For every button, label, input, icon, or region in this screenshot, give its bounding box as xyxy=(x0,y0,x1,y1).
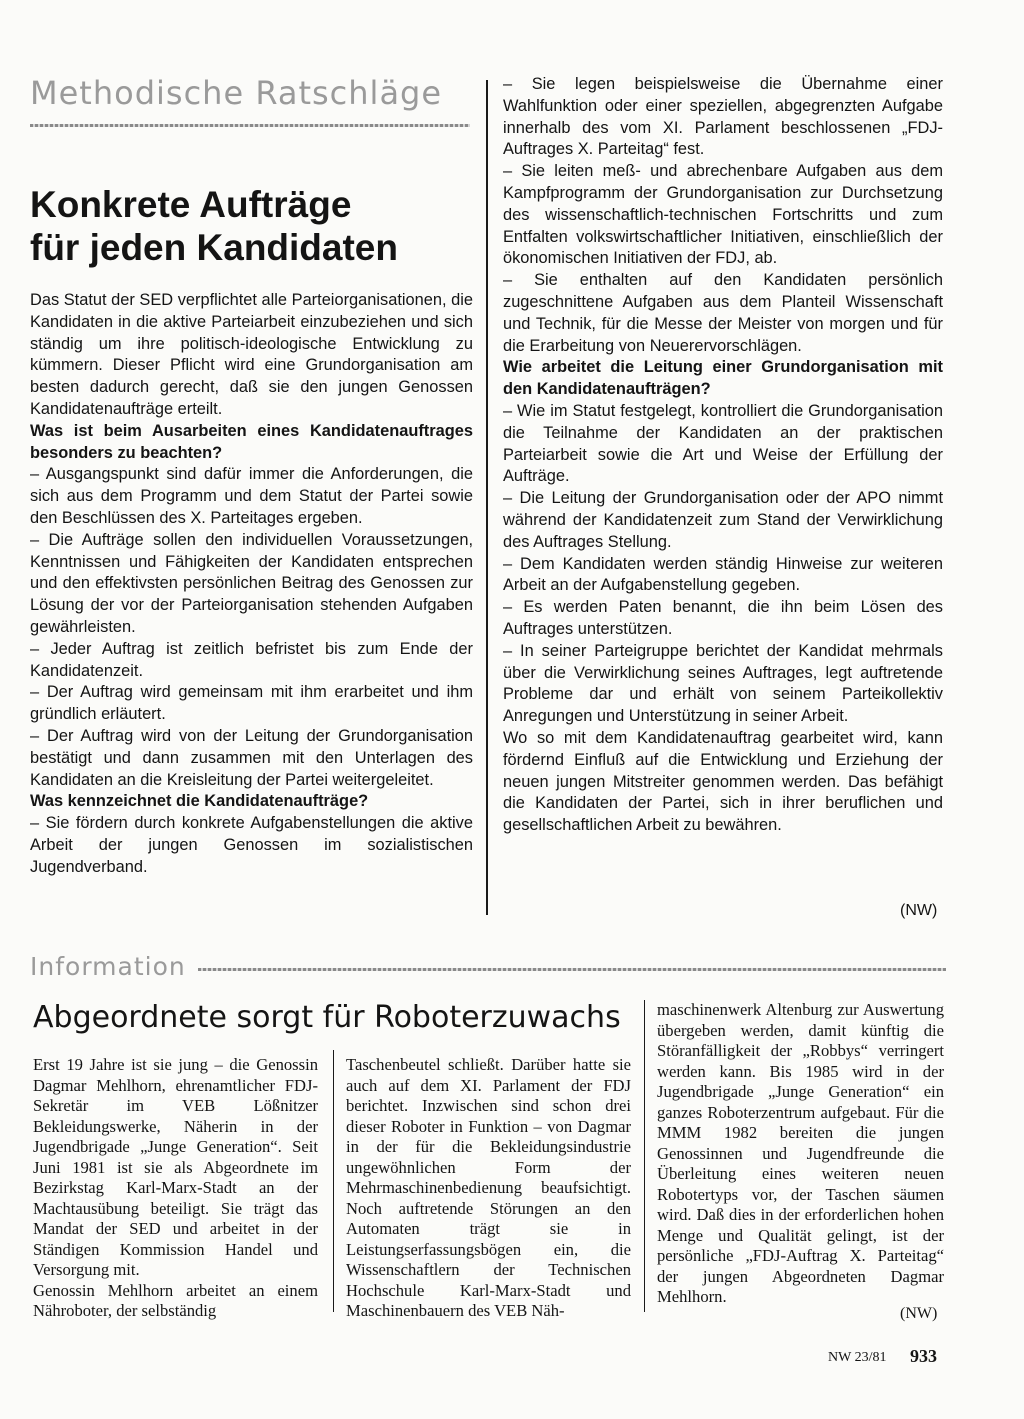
question-heading: Was kennzeichnet die Kandidatenaufträge? xyxy=(30,792,369,811)
paragraph: Wo so mit dem Kandidatenauftrag gearbeitet wird, kann fördernd Einfluß auf die Entwicklung und Erziehung der neuen jungen Mitstreiter genommen werden. Das befähigt die Kandidaten der Partei, sich in ihrer beruflichen und gesellschaftlichen Arbeit zu bewähren. xyxy=(503,728,943,835)
paragraph: – Sie enthalten auf den Kandidaten persönlich zugeschnittene Aufgaben aus dem Planteil Wissenschaft und Technik, für die Messe der Meister von morgen und für die Erarbeitung von Neuerervorschlägen. xyxy=(503,271,943,355)
paragraph: Genossin Mehlhorn arbeitet an einem Nähroboter, der selbständig xyxy=(33,1280,318,1320)
paragraph: – Sie fördern durch konkrete Aufgabenstellungen die aktive Arbeit der jungen Genossen im sozialistischen Jugendverband. xyxy=(30,814,473,876)
paragraph: – Der Auftrag wird gemeinsam mit ihm erarbeitet und ihm gründlich erläutert. xyxy=(30,683,473,724)
paragraph: – Ausgangspunkt sind dafür immer die Anforderungen, die sich aus dem Programm und dem Statut der Partei sowie den Beschlüssen des X. Parteitages ergeben. xyxy=(30,465,473,527)
paragraph: – Sie leiten meß- und abrechenbare Aufgaben aus dem Kampfprogramm der Grundorganisation zur Durchsetzung des wissenschaftlich-technischen Fortschritts und zum Entfalten volkswirtschaftlicher Initiativen, einschließlich der ökonomischen Initiativen der FDJ, ab. xyxy=(503,162,943,268)
paragraph: – Die Leitung der Grundorganisation oder der APO nimmt während der Kandidatenzeit zum Stand der Verwirklichung des Auftrages Stellung. xyxy=(503,489,943,551)
page-number: 933 xyxy=(910,1346,937,1366)
paragraph: – Wie im Statut festgelegt, kontrolliert die Grundorganisation die Teilnahme der Kandidaten an der praktischen Parteiarbeit sowie die Art und Weise der Erfüllung der Aufträge. xyxy=(503,401,943,486)
question-heading: Wie arbeitet die Leitung einer Grundorganisation mit den Kandidatenaufträgen? xyxy=(503,358,943,399)
info-column-1 xyxy=(33,1055,318,1322)
paragraph: – Dem Kandidaten werden ständig Hinweise zur weiteren Arbeit an der Aufgabenstellung gegeben. xyxy=(503,554,943,595)
paragraph: Taschenbeutel schließt. Darüber hatte sie auch auf dem XI. Parlament der FDJ berichtet. Inzwischen sind schon drei dieser Roboter in Funktion – von Dagmar in der für die Bekleidungsindustrie ungewöhnlichen Form der Mehrmaschinenbedienung beaufsichtigt. Noch auftretende Störungen an den Automaten trägt sie in Leistungserfassungsbögen ein, die Wissenschaftlern der Technischen Hochschule Karl-Marx-Stadt und Maschinenbauern des VEB Näh- xyxy=(346,1055,631,1320)
headline-line-2: für jeden Kandidaten xyxy=(30,227,398,268)
column-divider xyxy=(333,1050,334,1312)
article-column-right xyxy=(503,74,943,837)
paragraph: Erst 19 Jahre ist sie jung – die Genossin Dagmar Mehlhorn, ehrenamtlicher FDJ-Sekretär im VEB Lößnitzer Bekleidungswerke, Näherin in der Jugendbrigade „Junge Generation“. Seit Juni 1981 ist sie als Abgeordnete im Bezirkstag Karl-Marx-Stadt an der Machtausübung beteiligt. Sie trägt das Mandat der SED und arbeitet in der Ständigen Kommission Handel und Versorgung mit. xyxy=(33,1055,318,1279)
section-rule xyxy=(30,124,470,127)
paragraph: Das Statut der SED verpflichtet alle Parteiorganisationen, die Kandidaten in die aktive Parteiarbeit einzubeziehen und sich ständig um ihre politisch-ideologische Entwicklung zu kümmern. Dieser Pflicht wird eine Grundorganisation am besten dadurch gerecht, daß sie den jungen Genossen Kandidatenaufträge erteilt. xyxy=(30,291,473,418)
section-rule xyxy=(198,968,946,971)
signature: (NW) xyxy=(900,1305,938,1322)
info-column-3 xyxy=(657,1000,944,1308)
section-label-methodische: Methodische Ratschläge xyxy=(30,74,443,112)
paragraph: – Jeder Auftrag ist zeitlich befristet bis zum Ende der Kandidatenzeit. xyxy=(30,639,473,680)
paragraph: – Sie legen beispielsweise die Übernahme einer Wahlfunktion oder einer speziellen, abgegrenzten Aufgabe innerhalb des vom XI. Parlament beschlossenen „FDJ-Auftrages X. Parteitag“ fest. xyxy=(503,75,943,159)
signature: (NW) xyxy=(900,902,938,919)
paragraph: – Es werden Paten benannt, die ihn beim Lösen des Auftrages unterstützen. xyxy=(503,598,943,638)
article-headline-2: Abgeordnete sorgt für Roboterzuwachs xyxy=(33,1000,621,1035)
paragraph: – Der Auftrag wird von der Leitung der Grundorganisation bestätigt und dann zusammen mit den Unterlagen des Kandidaten an die Kreisleitung der Partei weitergeleitet. xyxy=(30,726,473,789)
issue-label: NW 23/81 xyxy=(828,1350,887,1365)
paragraph: – Die Aufträge sollen den individuellen Voraussetzungen, Kenntnissen und Fähigkeiten der Kandidaten entsprechen und den effektivsten persönlichen Beitrag des Genossen zur Lösung der vor der Parteiorganisation stehenden Aufgaben gewährleisten. xyxy=(30,530,473,636)
info-column-2 xyxy=(346,1055,631,1322)
question-heading: Was ist beim Ausarbeiten eines Kandidatenauftrages besonders zu beachten? xyxy=(30,421,473,462)
article-column-left xyxy=(30,290,473,879)
section-label-information: Information xyxy=(30,952,186,981)
headline-line-1: Konkrete Aufträge xyxy=(30,184,352,225)
paragraph: maschinenwerk Altenburg zur Auswertung übergeben werden, damit künftig die Störanfälligkeit der „Robbys“ verringert werden kann. Bis 1985 wird in der Jugendbrigade „Junge Generation“ ein ganzes Roboterzentrum aufgebaut. Für die MMM 1982 bereiten die jungen Genossinnen und Jugendfreunde die Überleitung eines weiteren neuen Robotertyps vor, der Taschen säumen wird. Daß dies in der erforderlichen hohen Menge und Qualität gelingt, ist der persönliche „FDJ-Auftrag X. Parteitag“ der jungen Abgeordneten Dagmar Mehlhorn. xyxy=(657,1000,944,1306)
paragraph: – In seiner Parteigruppe berichtet der Kandidat mehrmals über die Verwirklichung seines Auftrages, legt auftretende Probleme dar und erhält von seinem Parteikollektiv Anregungen und Unterstützung in seiner Arbeit. xyxy=(503,641,943,726)
column-divider xyxy=(644,1000,645,1312)
article-headline xyxy=(30,183,398,269)
column-divider xyxy=(486,80,488,915)
